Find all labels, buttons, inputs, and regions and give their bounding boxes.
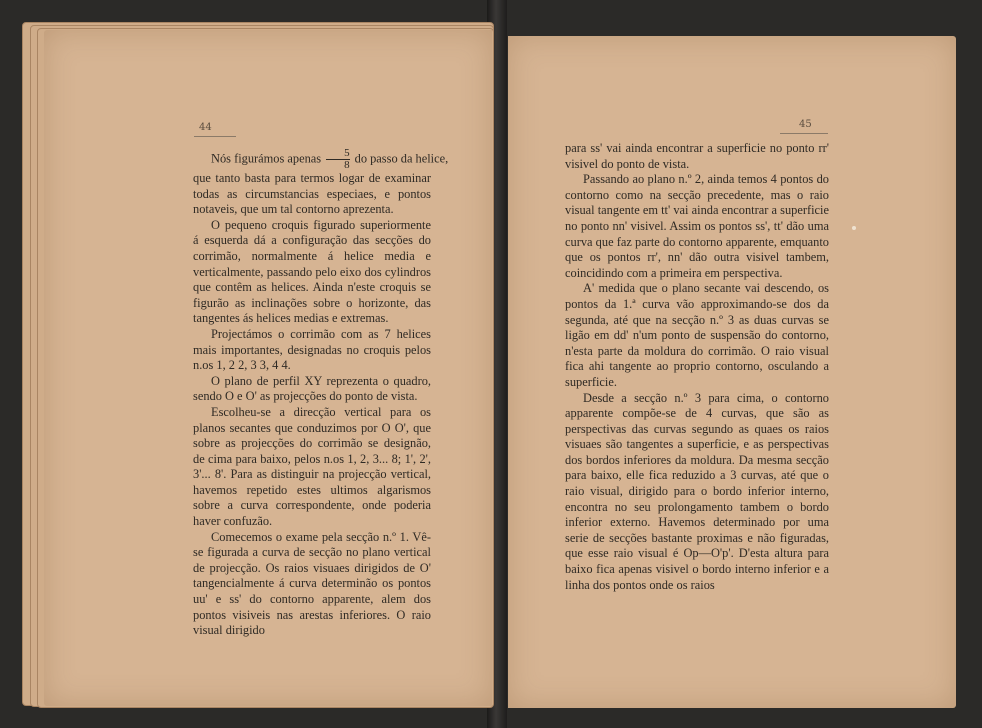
text-span: Nós figurámos apenas xyxy=(211,151,322,166)
page-number: 44 xyxy=(199,122,212,133)
paragraph: O plano de perfil XY reprezenta o quadro, sendo O e O' as projecções do ponto de vista. xyxy=(193,373,431,404)
paragraph: Projectámos o corrimão com as 7 helices mais importantes, designadas no croquis pelos n.os 1, 2 2, 3 3, 4 4. xyxy=(193,326,431,373)
text-span: do passo da helice, xyxy=(354,151,449,166)
paragraph: que tanto basta para termos logar de examinar todas as circumstancias especiaes, e pontos notaveis, que um tal contorno aprezenta. xyxy=(193,171,431,217)
paragraph: Passando ao plano n.º 2, ainda temos 4 pontos do contorno como na secção precedente, mas o raio visual tangente em tt' vai ainda encontrar a superficie no ponto nn' visivel. Assim os pontos ss', tt' dão uma curva que faz parte do contorno apparente, emquanto que os pontos rr', nn' dão outra visivel tambem, coincidindo com a primeira em perspectiva. xyxy=(565,172,829,280)
paragraph: A' medida que o plano secante vai descendo, os pontos da 1.ª curva vão approximando-se dos da segunda, até que na secção n.º 3 as duas curvas se ligão em dd' n'um ponto de suspensão do contorno, n'esta parte da moldura do corrimão. O raio visual fica ahi tangente ao proprio contorno, osculando a superficie. xyxy=(565,281,829,389)
header-rule xyxy=(780,133,828,134)
fraction-numerator: 5 xyxy=(344,147,350,159)
left-page xyxy=(44,30,492,706)
paragraph: Comecemos o exame pela secção n.º 1. Vê-se figurada a curva de secção no plano vertical de projecção. Os raios visuaes dirigidos de O' tangencialmente á curva determinão os pontos uu' e ss' do contorno apparente, alem dos pontos visiveis nas arestas inferiores. O raio visual dirigido xyxy=(193,529,431,638)
left-page-body xyxy=(193,147,449,639)
paper-spot xyxy=(852,226,856,230)
paragraph: O pequeno croquis figurado superiormente á esquerda dá a configuração das secções do corrimão, normalmente á helice media e verticalmente, passando pelo eixo dos cylindros que contêm as helices. Ainda n'este croquis se figurão as inclinações sobre o horizonte, das tangentes ás helices medias e extremas. xyxy=(193,217,431,326)
paragraph: para ss' vai ainda encontrar a superficie no ponto rr' visivel do ponto de vista. xyxy=(565,141,829,171)
header-rule xyxy=(194,136,236,137)
fraction-denominator: 8 xyxy=(326,159,350,171)
right-page xyxy=(508,36,956,708)
paragraph: Escolheu-se a direcção vertical para os planos secantes que conduzimos por O O', que sobre as projecções do corrimão se designão, de cima para baixo, pelos n.os 1, 2, 3... 8; 1', 2', 3'... 8'. Para as distinguir na projecção vertical, havemos repetido estes ultimos algarismos sobre a curva correspondente, onde poderia haver confuzão. xyxy=(193,404,431,529)
page-number: 45 xyxy=(799,119,812,130)
fraction xyxy=(326,148,350,171)
paragraph: Desde a secção n.º 3 para cima, o contorno apparente compõe-se de 4 curvas, que são as perspectivas das curvas segundo as quaes os raios visuaes são tangentes a superficie, e as perspectivas dos bordos inferiores da moldura. Da mesma secção para baixo, elle fica reduzido a 3 curvas, até que o raio visual, dirigido para o bordo inferior interno, encontra no seu prolongamento tambem o bordo inferior externo. Havemos determinado por uma serie de secções bastante proximas e não figuradas, que esse raio visual é Op—O'p'. D'esta altura para baixo fica apenas visivel o bordo interno inferior e a linha dos pontos onde os raios xyxy=(565,390,829,592)
first-line xyxy=(193,147,449,171)
right-page-body xyxy=(565,141,829,593)
